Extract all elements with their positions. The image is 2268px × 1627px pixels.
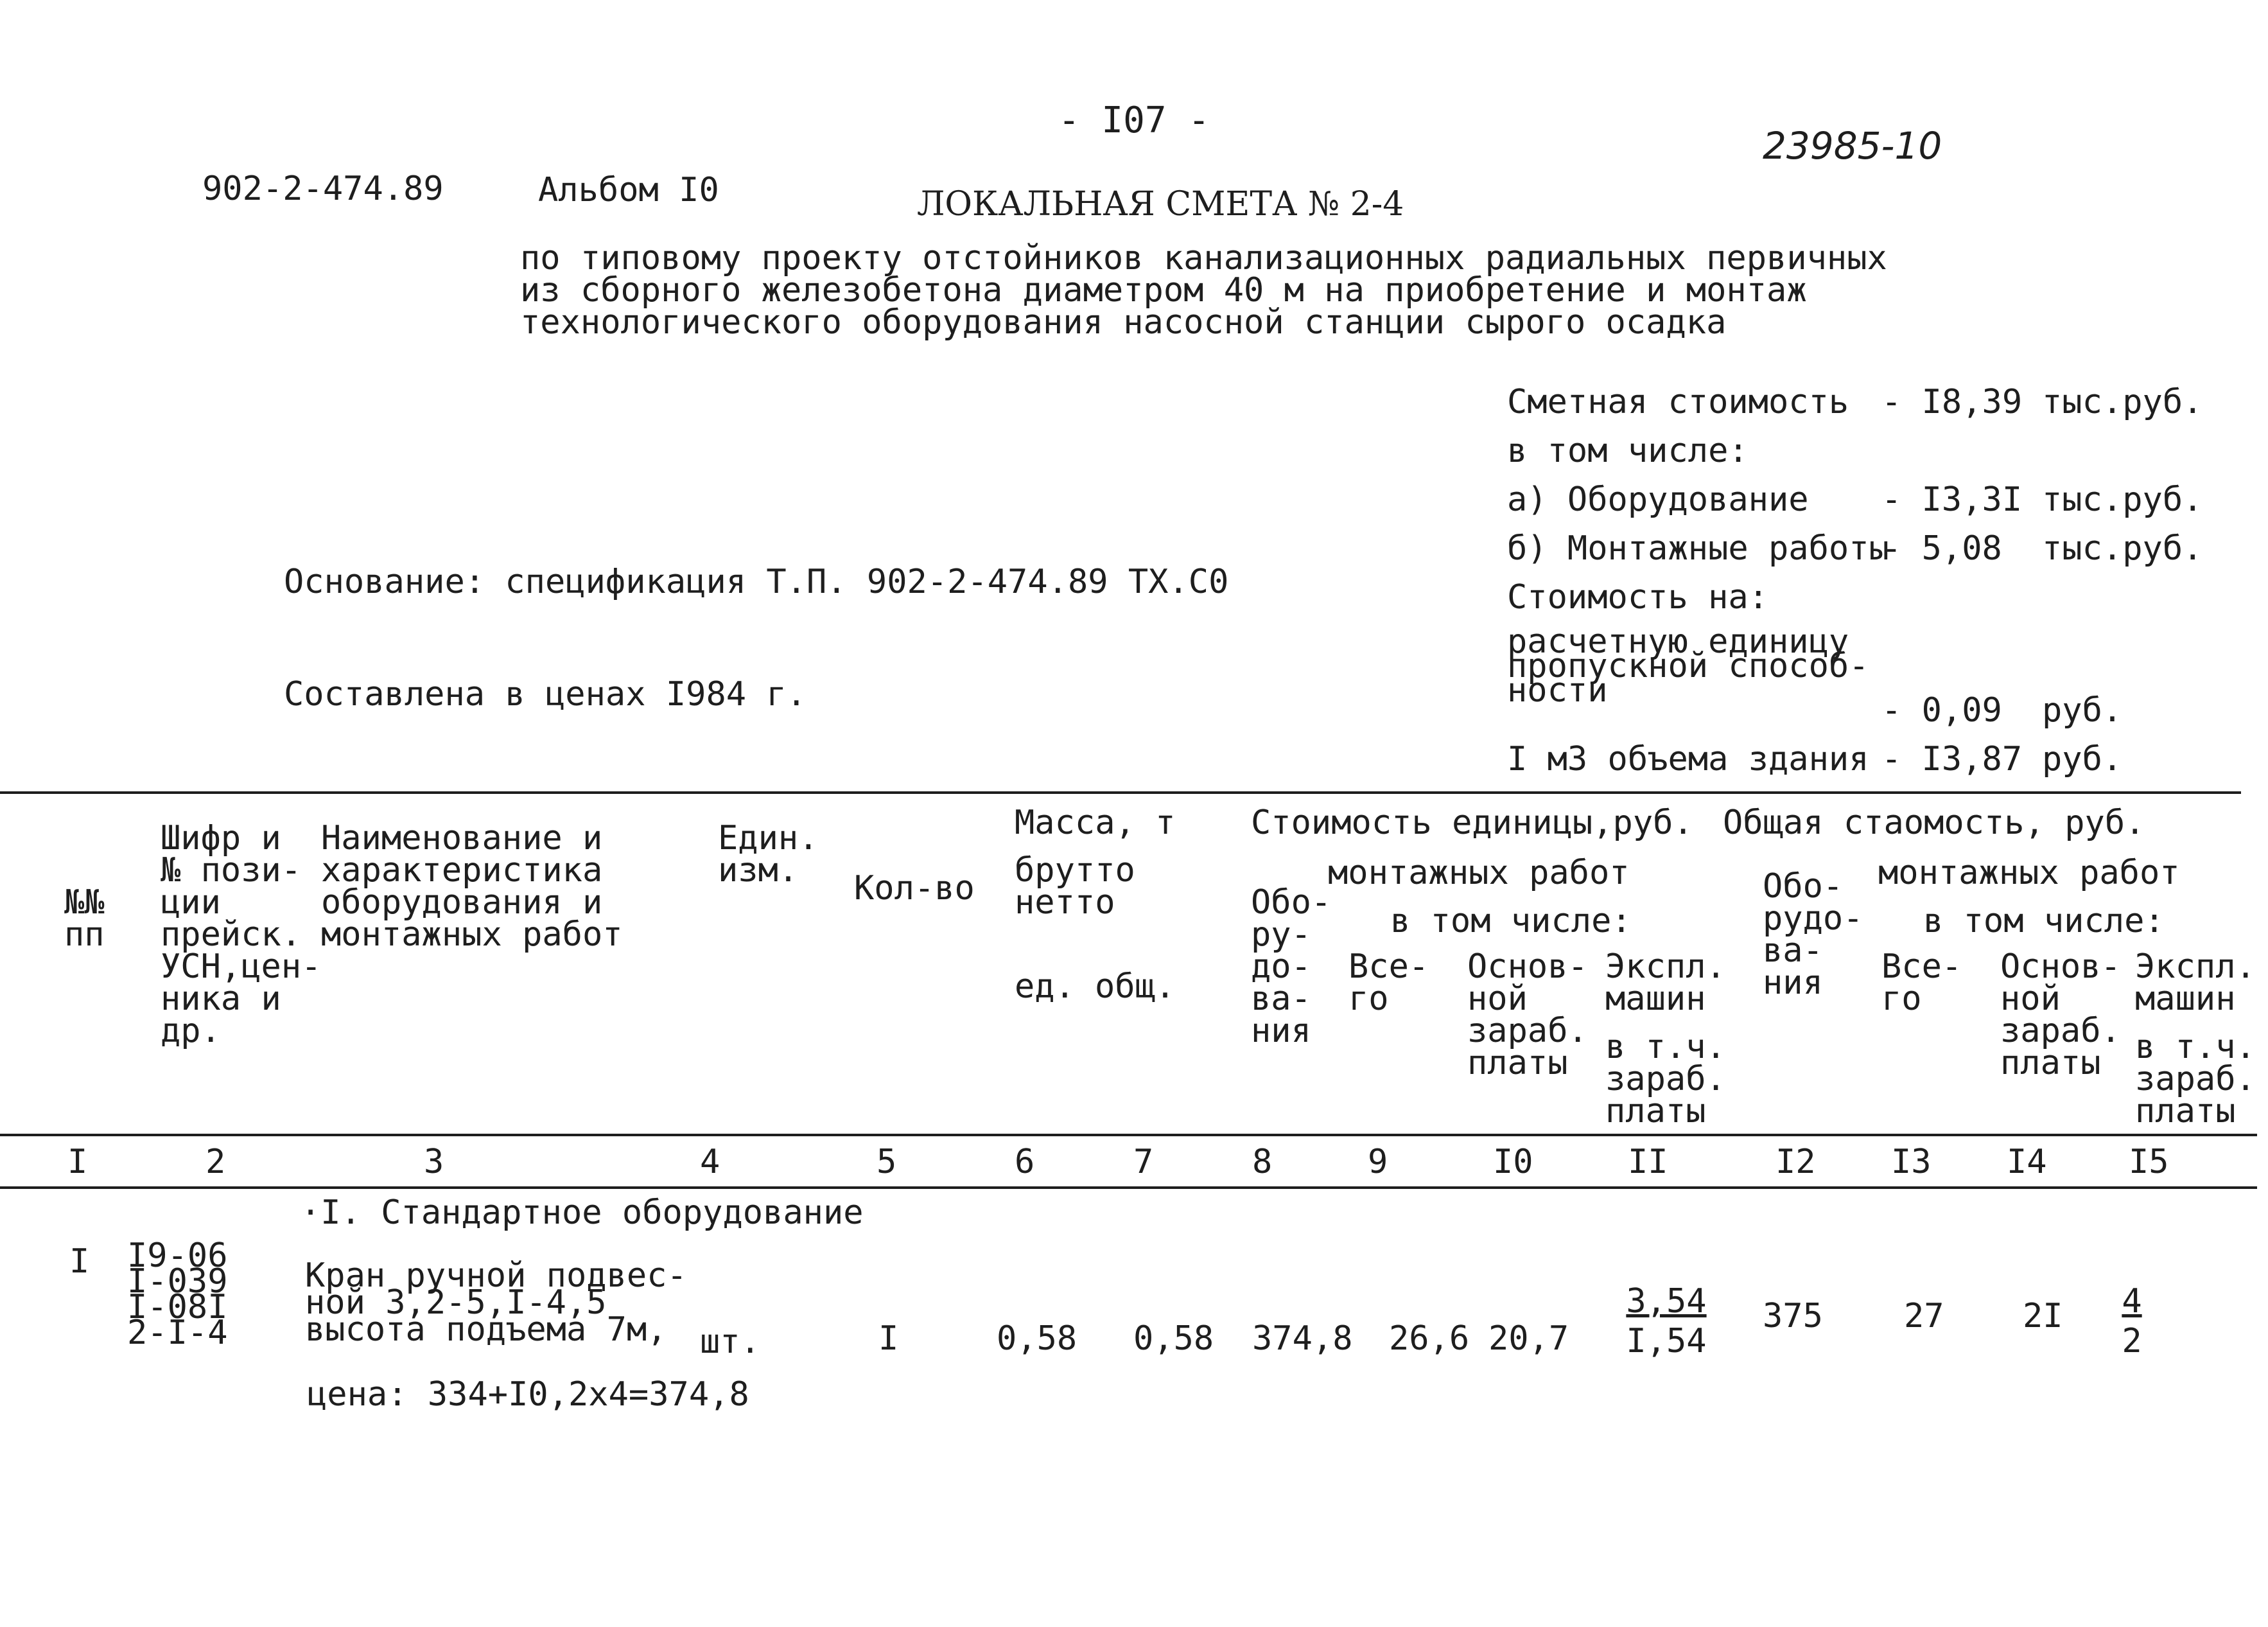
building-volume-unit: руб. <box>2042 740 2123 778</box>
cost-per-label: Стоимость на: <box>1507 578 1768 617</box>
column-number-5: 5 <box>877 1143 897 1181</box>
document-title: ЛОКАЛЬНАЯ СМЕТА № 2-4 <box>917 185 1404 224</box>
row-unit-equipment: 374,8 <box>1252 1319 1353 1358</box>
header-row-number: №№ пп <box>64 883 105 954</box>
header-mass-title: Масса, т <box>1015 804 1176 842</box>
column-number-12: I2 <box>1775 1143 1816 1181</box>
row-unit-wages: 20,7 <box>1488 1319 1569 1358</box>
header-unit-wages: Основ- ной зараб. платы <box>1467 947 1588 1082</box>
column-number-2: 2 <box>205 1143 226 1181</box>
header-unit-including: в том числе: <box>1390 902 1632 940</box>
column-number-7: 7 <box>1133 1143 1154 1181</box>
header-code: Шифр и № пози- ции прейск. УСН,цен- ника и др. <box>161 819 322 1050</box>
estimated-cost-unit: тыс.руб. <box>2042 383 2203 421</box>
header-unit-cost-title: Стоимость единицы,руб. <box>1251 804 1693 842</box>
header-description: Наименование и характеристика оборудования и монтажных работ <box>321 819 623 954</box>
header-quantity: Кол-во <box>854 869 975 908</box>
section-title: ·I. Стандартное оборудование <box>301 1193 864 1232</box>
document-number: 23985-10 <box>1763 124 1942 168</box>
header-mass-per-unit: ед. <box>1015 967 1075 1006</box>
estimated-cost-value: - I8,39 <box>1881 383 2023 421</box>
building-volume-value: - I3,87 <box>1881 740 2023 778</box>
equipment-cost-unit: тыс.руб. <box>2042 480 2203 519</box>
unit-capacity-value: - 0,09 <box>1881 691 2002 730</box>
header-unit-machines: Экспл. машин <box>1605 947 1726 1018</box>
row-total-total: 27 <box>1904 1297 1944 1335</box>
column-number-14: I4 <box>2007 1143 2047 1181</box>
basis-text: Основание: спецификация Т.П. 902-2-474.89 ТХ.С0 <box>284 563 1229 601</box>
row-unit-total: 26,6 <box>1389 1319 1470 1358</box>
row-description: Кран ручной подвес- ной 3,2-5,I-4,5 высота подъема 7м, <box>305 1256 687 1349</box>
header-unit-machine-wages: в т.ч. зараб. платы <box>1605 1028 1726 1130</box>
header-total-total: Все- го <box>1881 947 1962 1018</box>
installation-cost-unit: тыс.руб. <box>2042 529 2203 568</box>
column-number-8: 8 <box>1252 1143 1273 1181</box>
column-number-15: I5 <box>2129 1143 2169 1181</box>
header-total-cost-title: Общая стаомость, руб. <box>1723 804 2145 842</box>
column-number-11: II <box>1628 1143 1668 1181</box>
column-number-6: 6 <box>1015 1143 1035 1181</box>
row-total-equipment: 375 <box>1763 1297 1823 1335</box>
header-total-equipment: Обо- рудо- ва- ния <box>1763 867 1863 1002</box>
building-volume-label: I м3 объема здания <box>1507 740 1869 778</box>
column-number-9: 9 <box>1368 1143 1388 1181</box>
row-number: I <box>69 1242 90 1281</box>
page-number: - I07 - <box>1058 100 1210 141</box>
header-total-installation: монтажных работ <box>1878 854 2180 892</box>
subtitle-line-2: из сборного железобетона диаметром 40 м на приобретение и монтаж <box>520 271 1807 310</box>
column-number-1: I <box>67 1143 88 1181</box>
row-unit-machine-wages: I,54 <box>1626 1322 1707 1360</box>
column-number-13: I3 <box>1891 1143 1932 1181</box>
header-unit-installation: монтажных работ <box>1328 854 1630 892</box>
column-numbers-rule <box>0 1186 2257 1189</box>
column-number-3: 3 <box>424 1143 444 1181</box>
row-unit: шт. <box>700 1323 760 1361</box>
estimated-cost-label: Сметная стоимость <box>1507 383 1849 421</box>
row-total-machines: 4 <box>2122 1282 2142 1321</box>
installation-cost-label: б) Монтажные работы <box>1507 529 1889 568</box>
prices-year-text: Составлена в ценах I984 г. <box>284 675 807 714</box>
subtitle-line-3: технологического оборудования насосной станции сырого осадка <box>520 303 1727 342</box>
header-unit-equipment: Обо- ру- до- ва- ния <box>1251 883 1332 1050</box>
equipment-cost-value: - I3,3I <box>1881 480 2023 519</box>
unit-capacity-unit: руб. <box>2042 691 2123 730</box>
row-price-note: цена: 334+I0,2х4=374,8 <box>307 1375 749 1414</box>
header-total-machines: Экспл. машин <box>2135 947 2256 1018</box>
header-bottom-rule <box>0 1134 2257 1136</box>
table-top-rule <box>0 791 2241 794</box>
row-total-machine-wages: 2 <box>2122 1322 2142 1360</box>
header-mass-gross-net: брутто нетто <box>1015 851 1135 922</box>
project-code: 902-2-474.89 <box>202 170 444 208</box>
header-total-including: в том числе: <box>1923 902 2165 940</box>
column-number-4: 4 <box>700 1143 720 1181</box>
row-unit-machines: 3,54 <box>1626 1282 1707 1321</box>
header-unit: Един. изм. <box>718 819 819 890</box>
subtitle-line-1: по типовому проекту отстойников канализационных радиальных первичных <box>520 239 1887 277</box>
row-unit-machines-fraction <box>1621 1281 1711 1361</box>
header-total-wages: Основ- ной зараб. платы <box>2000 947 2121 1082</box>
header-total-machine-wages: в т.ч. зараб. платы <box>2135 1028 2256 1130</box>
installation-cost-value: - 5,08 <box>1881 529 2002 568</box>
album-label: Альбом I0 <box>538 171 719 209</box>
header-unit-total: Все- го <box>1348 947 1429 1018</box>
row-total-wages: 2I <box>2023 1297 2063 1335</box>
equipment-cost-label: а) Оборудование <box>1507 480 1809 519</box>
row-quantity: I <box>878 1319 899 1358</box>
including-label: в том числе: <box>1507 432 1749 470</box>
row-total-machines-fraction <box>2106 1281 2158 1361</box>
row-mass-total: 0,58 <box>1133 1319 1214 1358</box>
unit-capacity-label: расчетную единицу пропускной способ- ности <box>1507 622 1869 710</box>
column-number-10: I0 <box>1493 1143 1533 1181</box>
row-mass-per-unit: 0,58 <box>997 1319 1077 1358</box>
row-price-codes: I9-06 I-039 I-08I 2-I-4 <box>127 1236 228 1352</box>
header-mass-total: общ. <box>1095 967 1176 1006</box>
